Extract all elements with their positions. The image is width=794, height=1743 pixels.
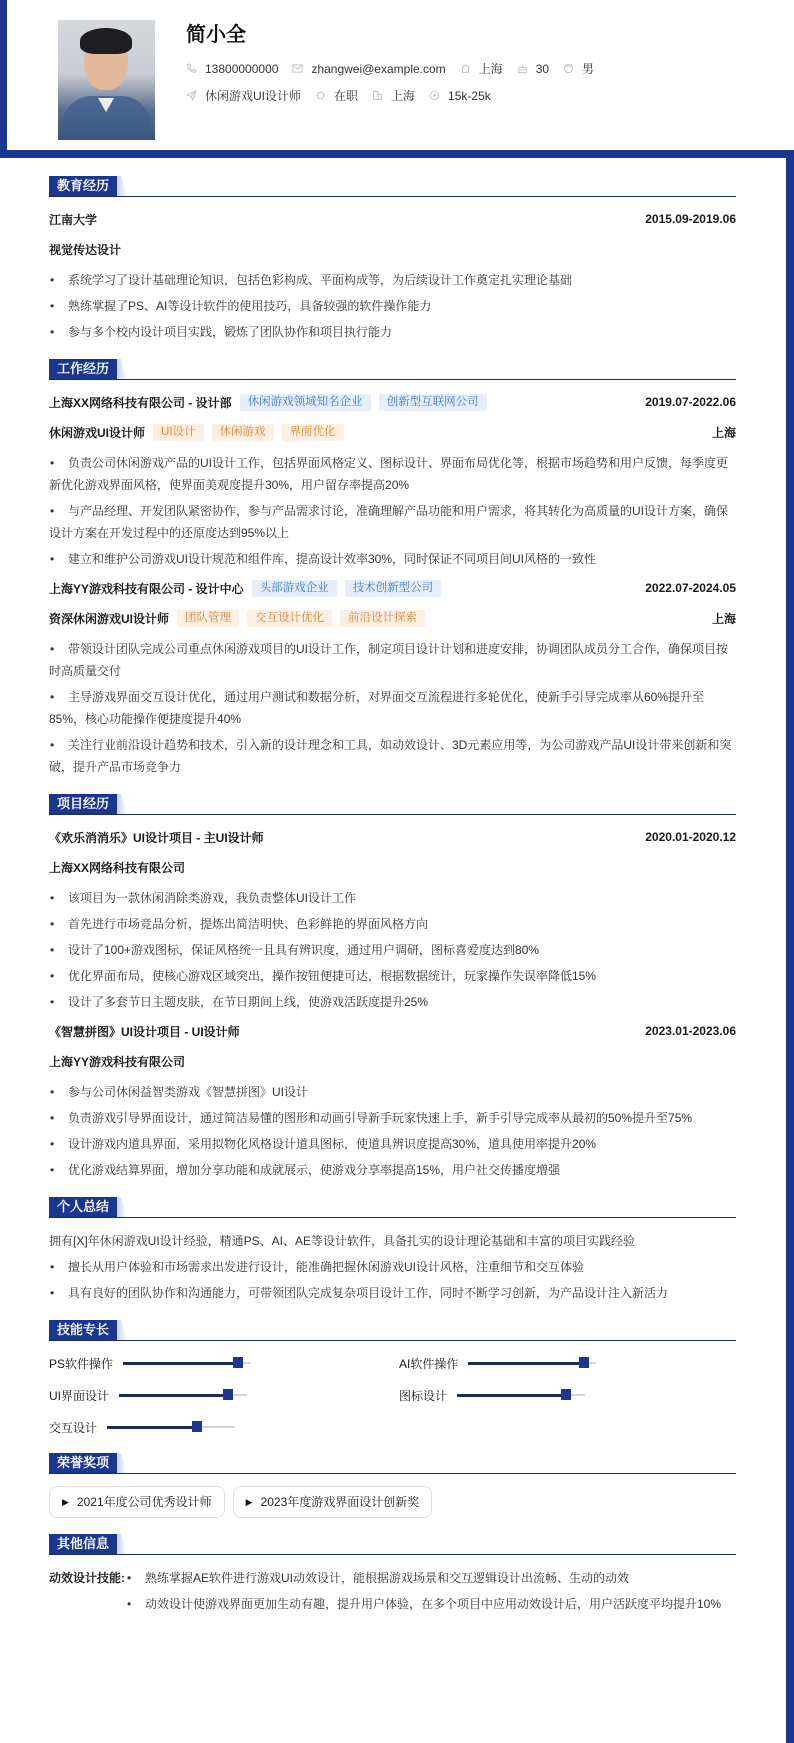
- list-item: • 首先进行市场竞品分析，提炼出简洁明快、色彩鲜艳的界面风格方向: [49, 913, 736, 935]
- projects-title: 项目经历: [49, 794, 117, 814]
- work-section: [49, 359, 736, 778]
- list-item: • 优化界面布局，使核心游戏区域突出，操作按钮便捷可达，根据数据统计，玩家操作失误率降低15%: [49, 965, 736, 987]
- award-label: 2021年度公司优秀设计师: [76, 1495, 212, 1509]
- project-company: 上海XX网络科技有限公司: [49, 860, 186, 875]
- list-item: • 负责公司休闲游戏产品的UI设计工作，包括界面风格定义、图标设计、界面布局优化等，根据市场趋势和用户反馈，每季度更新优化游戏界面风格，使界面美观度提升30%，用户留存率提高20%: [49, 452, 736, 496]
- skill-bar-fill: [468, 1362, 583, 1365]
- job-date: 2019.07-2022.06: [645, 395, 736, 409]
- skill-item: [49, 1353, 399, 1373]
- project-entry: [49, 827, 736, 1013]
- job-location: 上海: [711, 611, 736, 626]
- skill-item: [399, 1385, 699, 1405]
- job-company-row: [49, 578, 736, 598]
- job-entry: [49, 392, 736, 570]
- list-item: • 与产品经理、开发团队紧密协作，参与产品需求讨论，准确理解产品功能和用户需求，将其转化为高质量的UI设计方案，确保设计方案在开发过程中的还原度达到95%以上: [49, 500, 736, 544]
- project-name-row: [49, 827, 736, 847]
- skill-bar: [457, 1394, 585, 1396]
- work-header: [49, 359, 736, 380]
- phone-item: [186, 62, 278, 76]
- education-header: [49, 176, 736, 197]
- triangle-right-icon: ▶: [245, 1497, 253, 1507]
- company-tag: 头部游戏企业: [252, 580, 337, 597]
- school-name: 江南大学: [49, 212, 98, 227]
- list-item: • 参与公司休闲益智类游戏《智慧拼图》UI设计: [49, 1081, 736, 1103]
- project-name: 《智慧拼图》UI设计项目 - UI设计师: [49, 1024, 240, 1039]
- position-tag: 界面优化: [282, 424, 344, 441]
- skill-item: [49, 1417, 399, 1437]
- salary-icon: [429, 90, 440, 101]
- company-name: 上海XX网络科技有限公司 - 设计部: [49, 395, 232, 410]
- project-company-row: [49, 857, 736, 877]
- job-entry: [49, 578, 736, 778]
- job-status-item: [315, 87, 358, 104]
- target-city: 上海: [391, 89, 416, 103]
- list-item: • 参与多个校内设计项目实践，锻炼了团队协作和项目执行能力: [49, 321, 736, 343]
- email-address: zhangwei@example.com: [311, 61, 446, 76]
- expected-salary: 15k-25k: [448, 88, 491, 103]
- skill-bar-knob: [233, 1357, 243, 1368]
- skill-bar-fill: [107, 1426, 197, 1429]
- project-company: 上海YY游戏科技有限公司: [49, 1054, 186, 1069]
- education-section: [49, 176, 736, 343]
- major-name: 视觉传达设计: [49, 242, 122, 257]
- job-intent-row: [186, 87, 505, 104]
- avatar-photo: [58, 20, 155, 140]
- position-name: 资深休闲游戏UI设计师: [49, 611, 170, 626]
- skill-bar-fill: [457, 1394, 566, 1397]
- skills-header: [49, 1320, 736, 1341]
- job-bullets: [49, 452, 736, 570]
- contact-row: [186, 60, 608, 77]
- list-item: • 关注行业前沿设计趋势和技术，引入新的设计理念和工具，如动效设计、3D元素应用等，为公司游戏产品UI设计带来创新和突破，提升产品市场竞争力: [49, 734, 736, 778]
- target-position-item: [186, 87, 301, 104]
- list-item: • 具有良好的团队协作和沟通能力，可带领团队完成复杂项目设计工作，同时不断学习创新，为产品设计注入新活力: [49, 1282, 736, 1304]
- triangle-right-icon: ▶: [62, 1497, 69, 1507]
- position-tag: 前沿设计探索: [340, 610, 425, 627]
- awards-section: [49, 1453, 736, 1518]
- summary-header: [49, 1197, 736, 1218]
- education-bullets: [49, 269, 736, 343]
- skill-bar: [123, 1362, 251, 1364]
- skill-bar-fill: [119, 1394, 228, 1397]
- position-name: 休闲游戏UI设计师: [49, 425, 146, 440]
- company-name: 上海YY游戏科技有限公司 - 设计中心: [49, 581, 244, 596]
- skills-title: 技能专长: [49, 1320, 117, 1340]
- projects-header: [49, 794, 736, 815]
- education-major-row: [49, 239, 736, 259]
- award-item: [233, 1486, 433, 1518]
- skill-bar-knob: [579, 1357, 589, 1368]
- phone-number: 13800000000: [205, 61, 279, 76]
- list-item: • 熟练掌握了PS、AI等设计软件的使用技巧，具备较强的软件操作能力: [49, 295, 736, 317]
- project-bullets: [49, 887, 736, 1013]
- other-header: [49, 1534, 736, 1555]
- project-bullets: [49, 1081, 736, 1181]
- city-item: [460, 60, 503, 77]
- skill-bar: [107, 1426, 235, 1428]
- home-city: 上海: [478, 62, 503, 76]
- cake-icon: [517, 63, 528, 74]
- skill-bar-knob: [561, 1389, 571, 1400]
- list-item: • 熟练掌握AE软件进行游戏UI动效设计，能根据游戏场景和交互逻辑设计出流畅、生动的动效: [126, 1567, 721, 1589]
- company-tag: 创新型互联网公司: [379, 394, 487, 411]
- list-item: • 该项目为一款休闲消除类游戏，我负责整体UI设计工作: [49, 887, 736, 909]
- summary-intro: 拥有[X]年休闲游戏UI设计经验，精通PS、AI、AE等设计软件，具备扎实的设计理论基础和丰富的项目实践经验: [49, 1234, 636, 1248]
- list-item: • 擅长从用户体验和市场需求出发进行设计，能准确把握休闲游戏UI设计风格，注重细节和交互体验: [49, 1256, 736, 1278]
- skill-bar-knob: [223, 1389, 233, 1400]
- project-company-row: [49, 1051, 736, 1071]
- phone-icon: [186, 63, 197, 74]
- target-city-item: [372, 87, 415, 104]
- avatar-hair: [80, 28, 132, 54]
- education-title: 教育经历: [49, 176, 117, 196]
- awards-header: [49, 1453, 736, 1474]
- building-icon: [372, 90, 383, 101]
- summary-title: 个人总结: [49, 1197, 117, 1217]
- skill-item: [399, 1353, 699, 1373]
- position-tag: 交互设计优化: [247, 610, 332, 627]
- skill-item: [49, 1385, 399, 1405]
- award-label: 2023年度游戏界面设计创新奖: [260, 1495, 420, 1509]
- other-label: 动效设计技能:: [49, 1571, 125, 1585]
- skill-label: PS软件操作: [49, 1356, 114, 1371]
- job-bullets: [49, 638, 736, 778]
- project-name: 《欢乐消消乐》UI设计项目 - 主UI设计师: [49, 830, 264, 845]
- summary-bullets: [49, 1256, 736, 1304]
- education-date: 2015.09-2019.06: [645, 212, 736, 226]
- skill-label: 图标设计: [399, 1388, 448, 1403]
- project-date: 2020.01-2020.12: [645, 830, 736, 844]
- project-entry: [49, 1021, 736, 1181]
- skill-label: AI软件操作: [399, 1356, 459, 1371]
- resume-header: [0, 0, 794, 158]
- position-tag: UI设计: [153, 424, 204, 441]
- other-section: [49, 1534, 736, 1619]
- list-item: • 建立和维护公司游戏UI设计规范和组件库，提高设计效率30%，同时保证不同项目间UI风格的一致性: [49, 548, 736, 570]
- gender-icon: [563, 63, 574, 74]
- job-position-row: [49, 422, 736, 442]
- other-bullets: [126, 1567, 721, 1619]
- project-date: 2023.01-2023.06: [645, 1024, 736, 1038]
- target-position: 休闲游戏UI设计师: [205, 89, 302, 103]
- work-title: 工作经历: [49, 359, 117, 379]
- job-company-row: [49, 392, 736, 412]
- position-tag: 团队管理: [177, 610, 239, 627]
- email-item: [292, 62, 445, 76]
- position-tag: 休闲游戏: [212, 424, 274, 441]
- resume-body: [0, 158, 794, 1655]
- salary-item: [429, 89, 491, 103]
- list-item: • 设计游戏内道具界面，采用拟物化风格设计道具图标，使道具辨识度提高30%，道具使用率提升20%: [49, 1133, 736, 1155]
- list-item: • 系统学习了设计基础理论知识，包括色彩构成、平面构成等，为后续设计工作奠定扎实理论基础: [49, 269, 736, 291]
- send-icon: [186, 90, 197, 101]
- skill-bar-knob: [192, 1421, 202, 1432]
- list-item: • 带领设计团队完成公司重点休闲游戏项目的UI设计工作，制定项目设计计划和进度安排，协调团队成员分工合作，确保项目按时高质量交付: [49, 638, 736, 682]
- skill-label: UI界面设计: [49, 1388, 110, 1403]
- list-item: • 动效设计使游戏界面更加生动有趣，提升用户体验，在多个项目中应用动效设计后，用户活跃度平均提升10%: [126, 1593, 721, 1615]
- awards-list: [49, 1486, 736, 1518]
- skills-section: [49, 1320, 736, 1437]
- mail-icon: [292, 63, 303, 74]
- content-right-border: [786, 158, 794, 1743]
- status-icon: [315, 90, 326, 101]
- gender-value: 男: [582, 62, 595, 76]
- age-item: [517, 62, 549, 76]
- skill-bar-fill: [123, 1362, 238, 1365]
- skill-bar: [119, 1394, 247, 1396]
- list-item: • 优化游戏结算界面，增加分享功能和成就展示，使游戏分享率提高15%，用户社交传播度增强: [49, 1159, 736, 1181]
- other-info: [49, 1567, 736, 1619]
- projects-section: [49, 794, 736, 1181]
- list-item: • 设计了多套节日主题皮肤，在节日期间上线，使游戏活跃度提升25%: [49, 991, 736, 1013]
- award-item: [49, 1486, 225, 1518]
- list-item: • 负责游戏引导界面设计，通过简洁易懂的图形和动画引导新手玩家快速上手，新手引导完成率从最初的50%提升至75%: [49, 1107, 736, 1129]
- list-item: • 设计了100+游戏图标，保证风格统一且具有辨识度，通过用户调研，图标喜爱度达到80%: [49, 939, 736, 961]
- gender-item: [563, 60, 594, 77]
- job-date: 2022.07-2024.05: [645, 581, 736, 595]
- job-position-row: [49, 608, 736, 628]
- other-title: 其他信息: [49, 1534, 117, 1554]
- age-value: 30: [535, 61, 550, 76]
- job-status: 在职: [334, 89, 359, 103]
- summary-section: [49, 1197, 736, 1304]
- skill-label: 交互设计: [49, 1420, 98, 1435]
- home-icon: [460, 63, 471, 74]
- job-location: 上海: [711, 425, 736, 440]
- education-school-row: [49, 209, 736, 229]
- list-item: • 主导游戏界面交互设计优化，通过用户测试和数据分析，对界面交互流程进行多轮优化，使新手引导完成率从60%提升至85%，核心功能操作便捷度提升40%: [49, 686, 736, 730]
- skills-grid: [49, 1353, 736, 1437]
- candidate-name: 简小全: [186, 24, 246, 46]
- company-tag: 技术创新型公司: [345, 580, 442, 597]
- skill-bar: [468, 1362, 596, 1364]
- project-name-row: [49, 1021, 736, 1041]
- awards-title: 荣誉奖项: [49, 1453, 117, 1473]
- company-tag: 休闲游戏领域知名企业: [240, 394, 371, 411]
